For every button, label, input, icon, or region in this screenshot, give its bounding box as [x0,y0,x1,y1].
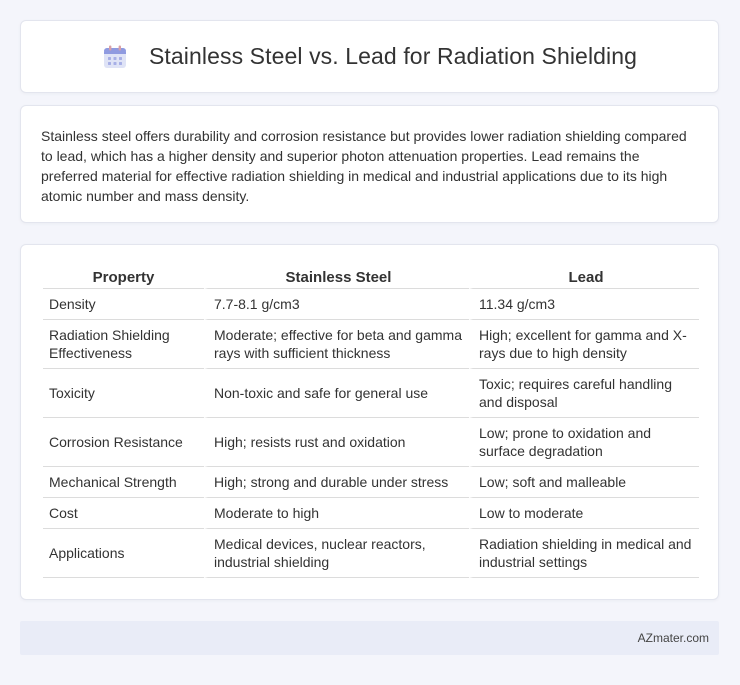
property-cell: Applications [43,529,204,578]
lead-cell: High; excellent for gamma and X-rays due to high density [469,320,699,369]
lead-cell: Low to moderate [469,498,699,529]
stainless-steel-cell: 7.7-8.1 g/cm3 [204,289,469,320]
property-cell: Corrosion Resistance [43,418,204,467]
property-cell: Mechanical Strength [43,467,204,498]
page-title: Stainless Steel vs. Lead for Radiation Shielding [148,43,638,69]
column-header-stainless-steel: Stainless Steel [204,267,469,289]
lead-cell: 11.34 g/cm3 [469,289,699,320]
table-row [43,498,699,529]
property-cell: Cost [43,498,204,529]
stainless-steel-cell: High; strong and durable under stress [204,467,469,498]
title-wrap [102,43,637,70]
comparison-table-card [20,244,719,600]
lead-cell: Toxic; requires careful handling and disposal [469,369,699,418]
table-row [43,529,699,578]
column-header-lead: Lead [469,267,699,289]
table-row [43,289,699,320]
table-row [43,320,699,369]
comparison-table [43,267,699,578]
title-card [20,20,719,93]
property-cell: Density [43,289,204,320]
table-row [43,467,699,498]
summary-card [20,105,719,223]
property-cell: Toxicity [43,369,204,418]
stainless-steel-cell: High; resists rust and oxidation [204,418,469,467]
stainless-steel-cell: Moderate to high [204,498,469,529]
stainless-steel-cell: Moderate; effective for beta and gamma rays with sufficient thickness [204,320,469,369]
footer-source-text: AZmater.com [637,631,709,645]
column-header-property: Property [43,267,204,289]
lead-cell: Low; soft and malleable [469,467,699,498]
lead-cell: Radiation shielding in medical and industrial settings [469,529,699,578]
calendar-icon [102,44,128,70]
summary-text: Stainless steel offers durability and corrosion resistance but provides lower radiation shielding compared to lead, which has a higher density and superior photon attenuation properties. Lead remains the preferred material for effective radiation shielding in medical and industrial applications due to its high atomic number and mass density. [41,128,687,204]
footer [20,621,719,655]
stainless-steel-cell: Medical devices, nuclear reactors, industrial shielding [204,529,469,578]
table-header-row [43,267,699,289]
table-row [43,418,699,467]
table-row [43,369,699,418]
lead-cell: Low; prone to oxidation and surface degradation [469,418,699,467]
stainless-steel-cell: Non-toxic and safe for general use [204,369,469,418]
property-cell: Radiation Shielding Effectiveness [43,320,204,369]
